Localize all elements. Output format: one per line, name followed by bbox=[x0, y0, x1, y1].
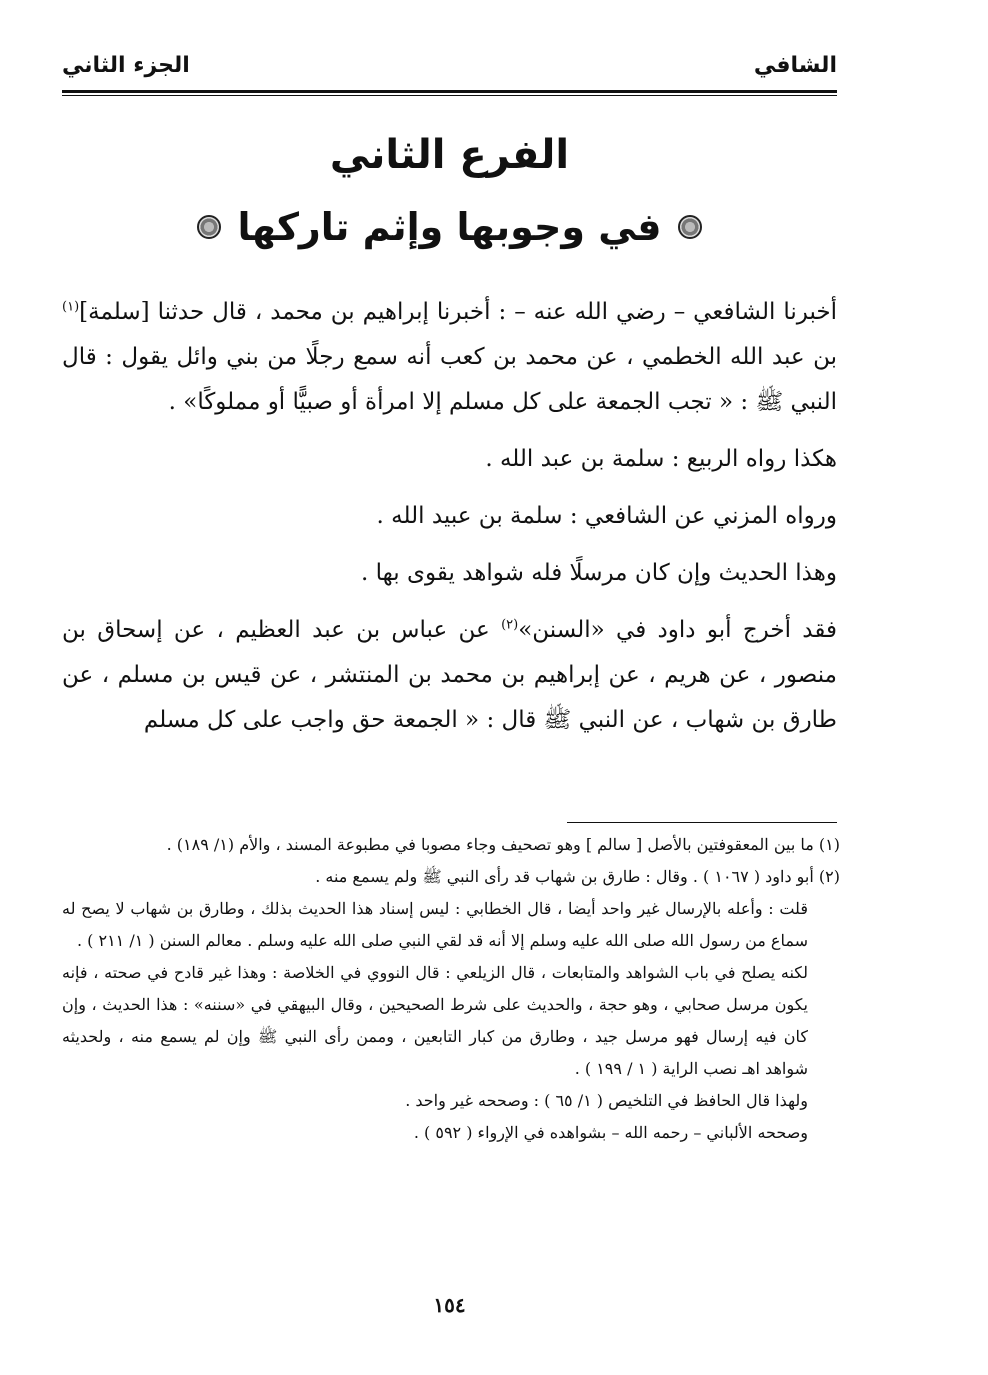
footnote-divider bbox=[567, 822, 837, 823]
running-head bbox=[62, 40, 837, 90]
footnote-ref-1[interactable]: (١) bbox=[62, 299, 80, 315]
paragraph-2: هكذا رواه الربيع : سلمة بن عبد الله . bbox=[485, 446, 837, 472]
footnote-2-line-1: (٢) أبو داود ( ١٠٦٧ ) . وقال : طارق بن شهاب قد رأى النبي ﷺ ولم يسمع منه . bbox=[315, 867, 840, 886]
running-head-book-title: الشافي bbox=[753, 52, 837, 78]
footnote-2-para-5: وصححه الألباني – رحمه الله – بشواهده في الإرواء ( ٥٩٢ ) . bbox=[413, 1123, 808, 1142]
header-divider bbox=[62, 90, 837, 96]
footnote-2-para-4: ولهذا قال الحافظ في التلخيص ( ١/ ٦٥ ) : وصححه غير واحد . bbox=[405, 1091, 808, 1110]
paragraph-4: وهذا الحديث وإن كان مرسلًا فله شواهد يقوى بها . bbox=[361, 560, 837, 586]
ornament-right-icon bbox=[678, 215, 702, 239]
footnote-ref-2[interactable]: (٢) bbox=[501, 617, 519, 633]
main-text bbox=[62, 290, 837, 743]
footnotes bbox=[62, 829, 840, 1149]
footnote-2-para-3: لكنه يصلح في باب الشواهد والمتابعات ، قال الزيلعي : قال النووي في الخلاصة : وهذا غير قادح في صحته ، فإنه يكون مرسل صحابي ، وهو حجة ، والحديث على شرط الصحيحين ، وقال البيهقي في «سننه» : هذا الحديث ، وإن كان فيه إرسال فهو مرسل جيد ، وطارق من كبار التابعين ، وممن رأى النبي ﷺ وإن لم يسمع منه ، ولحديثه شواهد اهـ نصب الراية ( ١ / ١٩٩ ) . bbox=[62, 963, 809, 1078]
paragraph-5: فقد أخرج أبو داود في «السنن»$^{(٢)}$ عن عباس بن عبد العظيم ، عن إسحاق بن منصور ، عن هريم ، عن إبراهيم بن محمد بن المنتشر ، عن قيس بن مسلم ، عن طارق بن شهاب ، عن النبي ﷺ قال : « الجمعة حق واجب على كل مسلم bbox=[62, 617, 837, 733]
footnote-2-para-2: قلت : وأعله بالإرسال غير واحد أيضا ، قال الخطابي : ليس إسناد هذا الحديث بذلك ، وطارق بن شهاب لا يصح له سماع من رسول الله صلى الله عليه وسلم إلا أنه قد لقي النبي صلى الله عليه وسلم . معالم السنن ( ١/ ٢١١ ) . bbox=[62, 899, 808, 950]
paragraph-1: أخبرنا الشافعي – رضي الله عنه – : أخبرنا إبراهيم بن محمد ، قال حدثنا [سلمة]$^{(١)}$ بن عبد الله الخطمي ، عن محمد بن كعب أنه سمع رجلًا من بني وائل يقول : قال النبي ﷺ : « تجب الجمعة على كل مسلم إلا امرأة أو صبيًّا أو مملوكًا» . bbox=[62, 299, 837, 415]
chapter-title: الفرع الثاني bbox=[329, 132, 570, 178]
ornament-left-icon bbox=[197, 215, 221, 239]
section-title-row bbox=[62, 197, 837, 257]
paragraph-3: ورواه المزني عن الشافعي : سلمة بن عبيد الله . bbox=[376, 503, 837, 529]
footnote-1: (١) ما بين المعقوفتين بالأصل [ سالم ] وهو تصحيف وجاء مصوبا في مطبوعة المسند ، والأم (١/ ١٨٩) . bbox=[166, 835, 840, 854]
page-number: ١٥٤ bbox=[433, 1293, 466, 1317]
section-title: في وجوبها وإثم تاركها bbox=[237, 205, 662, 249]
running-head-volume: الجزء الثاني bbox=[62, 52, 190, 78]
